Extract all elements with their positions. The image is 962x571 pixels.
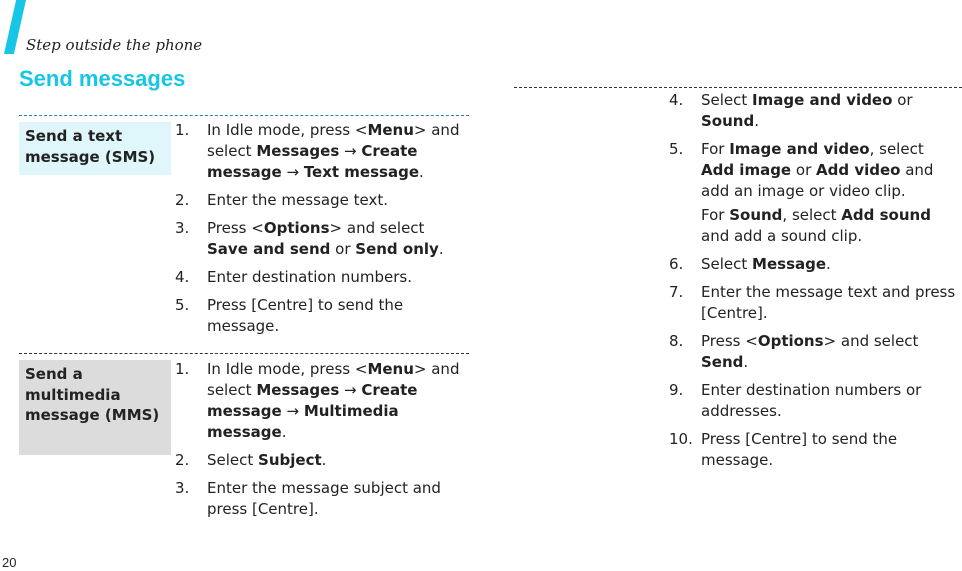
sms-step-1 bbox=[175, 120, 467, 183]
step-menu-item: Image and video bbox=[729, 140, 870, 158]
step-text: Select bbox=[701, 255, 753, 273]
mms-step-8 bbox=[669, 331, 957, 373]
step-menu-item: Messages bbox=[256, 142, 340, 160]
step-number: 2. bbox=[175, 451, 190, 469]
step-menu-item: Add image bbox=[701, 161, 792, 179]
page-number: 20 bbox=[2, 555, 17, 570]
mms-step-7 bbox=[669, 282, 957, 324]
step-text: > and select bbox=[207, 360, 460, 399]
step-number: 3. bbox=[175, 479, 190, 497]
step-text: and add a sound clip. bbox=[701, 227, 863, 245]
sms-steps-list bbox=[175, 120, 467, 344]
step-text: Enter destination numbers or addresses. bbox=[701, 381, 922, 420]
mms-step-5-sub bbox=[669, 205, 957, 247]
step-text: > and select bbox=[329, 219, 425, 237]
step-text: or bbox=[892, 91, 913, 109]
step-text: or bbox=[330, 240, 356, 258]
step-text: . bbox=[743, 353, 749, 371]
step-text: > and select bbox=[207, 121, 460, 160]
step-text: , select bbox=[869, 140, 924, 158]
step-number: 10. bbox=[669, 430, 693, 448]
mms-steps-list-left bbox=[175, 359, 467, 527]
step-number: 4. bbox=[175, 268, 190, 286]
step-key: Menu bbox=[367, 360, 414, 378]
mms-steps-list-right bbox=[669, 90, 957, 478]
page-title: Send messages bbox=[19, 66, 186, 91]
sms-step-3 bbox=[175, 218, 467, 260]
mms-step-9 bbox=[669, 380, 957, 422]
step-menu-item: Create message bbox=[207, 142, 418, 181]
step-menu-item: Message bbox=[752, 255, 827, 273]
step-text: and add an image or video clip. bbox=[701, 161, 934, 200]
step-menu-item: Messages bbox=[256, 381, 340, 399]
step-key: Options bbox=[263, 219, 330, 237]
step-number: 2. bbox=[175, 191, 190, 209]
mms-step-5 bbox=[669, 139, 957, 202]
step-menu-item: Sound bbox=[729, 206, 783, 224]
arrow-icon: → bbox=[339, 381, 362, 399]
step-text: . bbox=[754, 112, 759, 130]
step-menu-item: Sound bbox=[701, 112, 755, 130]
sms-step-5 bbox=[175, 295, 467, 337]
arrow-icon: → bbox=[281, 163, 304, 181]
step-number: 1. bbox=[175, 360, 190, 378]
step-menu-item: Text message bbox=[303, 163, 419, 181]
mms-step-10 bbox=[669, 429, 957, 471]
step-text: . bbox=[826, 255, 831, 273]
step-text: . bbox=[321, 451, 327, 469]
step-text: Press [Centre] to send the message. bbox=[207, 296, 404, 335]
step-number: 3. bbox=[175, 219, 190, 237]
sms-section-label: Send a text message (SMS) bbox=[19, 122, 171, 175]
mms-step-2 bbox=[175, 450, 467, 471]
step-text: For bbox=[701, 206, 730, 224]
step-menu-item: Send only bbox=[355, 240, 439, 258]
step-number: 7. bbox=[669, 283, 684, 301]
step-number: 6. bbox=[669, 255, 684, 273]
mms-section-label: Send a multimedia message (MMS) bbox=[19, 360, 171, 455]
header-accent-bar bbox=[4, 0, 26, 54]
sms-step-2 bbox=[175, 190, 467, 211]
step-text: Enter the message text. bbox=[207, 191, 388, 209]
step-menu-item: Multimedia message bbox=[207, 402, 399, 441]
arrow-icon: → bbox=[339, 142, 362, 160]
step-text: or bbox=[791, 161, 817, 179]
section-divider-sms bbox=[19, 115, 469, 116]
step-text: . bbox=[419, 163, 424, 181]
step-text: For bbox=[701, 140, 730, 158]
step-text: . bbox=[281, 423, 287, 441]
step-menu-item: Add video bbox=[816, 161, 901, 179]
step-number: 4. bbox=[669, 91, 684, 109]
step-text: Enter destination numbers. bbox=[207, 268, 412, 286]
column-divider-right bbox=[514, 87, 962, 88]
mms-step-6 bbox=[669, 254, 957, 275]
step-text: , select bbox=[782, 206, 842, 224]
step-number: 5. bbox=[669, 140, 684, 158]
mms-step-4 bbox=[669, 90, 957, 132]
step-text: Press < bbox=[701, 332, 758, 350]
step-menu-item: Image and video bbox=[752, 91, 893, 109]
section-divider-mms bbox=[19, 353, 469, 354]
step-text: Enter the message subject and press [Centre]. bbox=[207, 479, 441, 518]
step-number: 5. bbox=[175, 296, 190, 314]
step-text: Select bbox=[701, 91, 753, 109]
step-key: Menu bbox=[367, 121, 414, 139]
step-text: . bbox=[438, 240, 444, 258]
step-text: Press [Centre] to send the message. bbox=[701, 430, 898, 469]
step-number: 8. bbox=[669, 332, 684, 350]
step-text: In Idle mode, press < bbox=[207, 121, 368, 139]
step-menu-item: Save and send bbox=[207, 240, 331, 258]
step-text: > and select bbox=[823, 332, 919, 350]
step-text: Press < bbox=[207, 219, 264, 237]
arrow-icon: → bbox=[281, 402, 304, 420]
step-menu-item: Create message bbox=[207, 381, 418, 420]
sms-step-4 bbox=[175, 267, 467, 288]
step-key: Options bbox=[757, 332, 824, 350]
step-text: In Idle mode, press < bbox=[207, 360, 368, 378]
mms-step-3 bbox=[175, 478, 467, 520]
step-text: Select bbox=[207, 451, 259, 469]
step-number: 1. bbox=[175, 121, 190, 139]
step-menu-item: Subject bbox=[258, 451, 322, 469]
step-text: Enter the message text and press [Centre]. bbox=[701, 283, 956, 322]
step-menu-item: Add sound bbox=[841, 206, 931, 224]
step-menu-item: Send bbox=[701, 353, 744, 371]
running-header: Step outside the phone bbox=[26, 36, 203, 54]
step-number: 9. bbox=[669, 381, 684, 399]
mms-step-1 bbox=[175, 359, 467, 443]
